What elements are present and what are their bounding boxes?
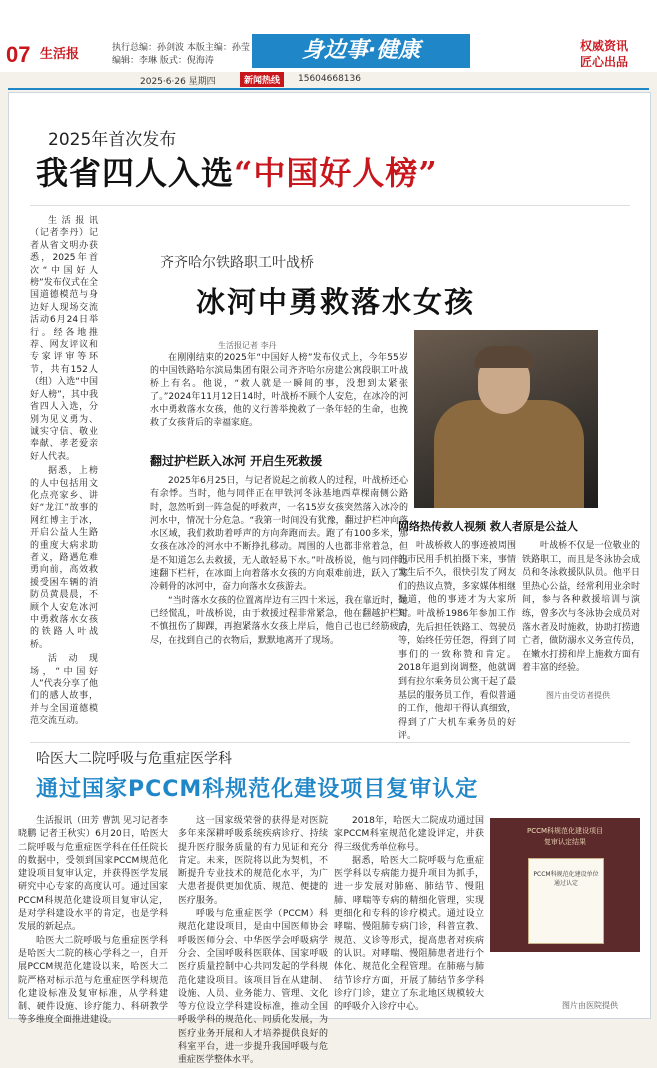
page-number: 07 [6,42,31,67]
slogan-line: 权威资讯 [580,39,629,53]
section-title: 身边事·健康 [252,34,470,68]
feature-byline: 生活报记者 李丹 [218,341,277,350]
certificate-paper-text: PCCM科规范化建设单位 通过认定 [533,871,599,887]
divider [30,205,630,206]
article1-body [30,215,98,730]
net-col-2 [522,540,640,676]
slogan [580,38,628,70]
paragraph: 叶战桥救人的事迹被周围的市民用手机拍摄下来，事情发生后不久，很快引发了网友们的热议点赞，多家媒体相继报道，他的事迹才为大家所知。叶战桥1986年参加工作后，先后担任铁路工、驾驶员等，始终任劳任怨，得到了同事们的一致称赞和肯定。2018年退到岗调整，他就调到有拉尔乘务员公寓干起了最基层的服务员工作，看似普通的工作，他却干得认真细致，得到了广大机车乘务员的好评。 [398,541,516,742]
certificate-paper [528,858,604,944]
article2-col-1 [18,815,168,1028]
feature-intro [150,352,408,430]
article2-col-3 [334,815,484,1014]
feature-body [150,475,408,648]
paragraph: 2018年，哈医大二院成功通过国家PCCM科室规范化建设评定，并获得三级优秀单位称号。 [334,816,484,853]
net-col-1 [398,540,516,744]
rescuer-photo [414,330,598,508]
article2-col-2 [178,815,328,1068]
headline-black: 我省四人入选 [36,154,235,192]
paragraph: 生活报讯（田芳 曹凯 见习记者李晓鹏 记者王秋实）6月20日，哈医大二院呼吸与危重症医学科在任任院长的数据中，受领到国家PCCM规范化建设项目复审认定，并获得医学发展研究中心专家的高度认可。通过国家PCCM科规范化建设项目复审认定，是对学科建设水平的肯定，也是学科发展的新起点。 [18,816,168,933]
paragraph: 2025年6月25日，与记者说起之前救人的过程，叶战桥还心有余悸。当时，他与同伴正在甲铁河冬泳基地西草棵南侧公路时，忽然听到一阵急促的呼救声，一名15岁女孩突然落入冰冷的河水中，情况十分危急。“我第一时间没有犹豫，翻过护栏冲向落水区域，我们救助着呼声的方向奔跑而去。跑了有100多米，那女孩在冰冷的河水中不断挣扎移动。周围的人也都非常着急，但是不知道怎么去救援，无人敢轻易下水。”叶战桥说，他与同伴迅速翻下栏杆，在冰面上向着落水女孩的方向艰难前进，跃入了寒冷刺骨的冰河中，奋力向落水女孩游去。 [150,476,408,593]
paragraph: 在刚刚结束的2025年“中国好人榜”发布仪式上，今年55岁的中国铁路哈尔滨局集团有限公司齐齐哈尔房建公寓段职工叶战桥上有名。他说，“救人就是一瞬间的事，没想到太紧张了。”2024年11月12日14时，叶战桥不顾个人安危，在冰冷的河水中勇救落水女孩，他的义行善举挽救了一条年轻的生命，也挽救了女孩背后的幸福家庭。 [150,353,408,428]
net-subhead: 网络热传救人视频 救人者原是公益人 [398,520,578,533]
credit-line: 执行总编：孙剑波 本版主编：孙莹 [112,43,250,53]
slogan-line: 匠心出品 [580,55,629,69]
feature-kicker: 齐齐哈尔铁路职工叶战桥 [160,255,314,271]
photo-credit: 图片由受访者提供 [546,691,610,700]
paragraph: 据悉，上榜的人中包括用文化点亮家乡、讲好“龙江”故事的网红博主于冰，开启公益人生路的重度大病求助者义，路遇危难勇向前，高效救援受困车辆的消防员黄晨晨，不顾个人安危冰河中勇救落水女孩的铁路人叶战桥。 [30,466,98,650]
divider [8,88,649,90]
paragraph: 呼吸与危重症医学（PCCM）科规范化建设项目，是由中国医师协会呼吸医师分会、中华医学会呼吸病学分会、全国呼吸科医联体、国家呼吸医疗质量控制中心共同发起的学科规范化建设项目。该项目旨在从建制、设施、人员、业务能力、管理、文化等方位设立学科建设标准，推动全国呼吸学科的规范化、同质化发展，为医疗业务开展和人才培养提供良好的科室平台，进一步提升我国呼吸与危重症医学整体水平。 [178,909,328,1066]
certificate-photo [490,818,640,952]
paragraph: 这一国家级荣誉的获得是对医院多年来深耕呼吸系统疾病诊疗、持续提升医疗服务质量的有力见证和充分肯定。未来，医院将以此为契机，不断提升专业技术的规范化水平，为广大患者提供更加优质、规范、便捷的医疗服务。 [178,816,328,906]
photo-credit: 图片由医院提供 [562,1001,618,1010]
issue-date: 2025·6·26 星期四 [140,77,216,87]
article1-kicker: 2025年首次发布 [48,130,177,150]
credits [112,42,250,68]
article2-headline: 通过国家PCCM科规范化建设项目复审认定 [36,777,479,802]
photo-jacket [434,400,584,508]
paragraph: 生活报讯（记者李丹）记者从省文明办获悉，2025年首次“中国好人榜”发布仪式在全国道德模范与身边好人现场交流活动6月24日举行。经各地推荐、网友评议和专家评审等环节，共有152人（组）入选“中国好人榜”，其中我省四人入选，分别为见义勇为、诚实守信、敬业奉献、孝老爱亲好人代表。 [30,216,98,462]
credit-line: 编辑：李琳 版式：倪海涛 [112,56,214,66]
hotline-number: 15604668136 [298,74,361,84]
paragraph: “当时落水女孩的位置离岸边有三四十米远，我在靠近时，她已经慌乱，叶战桥说，由于救援过程非常紧急，他在翻越护栏时不慎扭伤了脚踝，再抱紧落水女孩上岸后，他自己也已经筋疲力尽，在找到自己的衣物后，默默地离开了现场。 [150,595,408,646]
paragraph: 活动现场，“中国好人”代表分享了他们的感人故事，并与全国道德模范交流互动。 [30,654,98,727]
feature-headline: 冰河中勇救落水女孩 [196,285,476,319]
certificate-line: PCCM科规范化建设项目 [526,827,604,835]
article2-kicker: 哈医大二院呼吸与危重症医学科 [36,751,232,767]
headline-red: “中国好人榜” [234,154,438,192]
paragraph: 据悉，哈医大二院呼吸与危重症医学科以专病能力提升项目为抓手，进一步发展对肺癌、肺结节、慢阻肺、哮喘等专病的精细化管理，实现更细化和专科的诊疗模式。通过设立哮喘、慢阻肺专病门诊，科普宣教、规范、义诊等形式，提高患者对疾病的认识。对哮喘、慢阻肺患者进行个体化、规范化全程管理。在肺癌与肺结节诊疗方面，开展了肺结节多学科诊疗门诊，建立了东北地区规模较大的呼吸介入诊疗中心。 [334,855,484,1013]
photo-cap [474,346,534,368]
paragraph: 叶战桥不仅是一位敬业的铁路职工，而且是冬泳协会成员和冬泳救援队队员。他平日里热心公益，经常利用业余时间，参与各种救援培训与演练，曾多次与冬泳协会成员对落水者及时施救，协助打捞遗亡者，做防溺水义务宣传员，在嫩水打捞和岸上施救方面有着丰富的经验。 [522,541,640,674]
article1-headline [36,148,438,194]
paper-name: 生活报 [40,47,80,62]
divider [30,742,630,743]
feature-subhead: 翻过护栏跃入冰河 开启生死救援 [150,454,323,468]
certificate-line: 复审认定结果 [544,838,586,846]
hotline-label: 新闻热线 [240,72,284,87]
certificate-band [498,826,632,848]
paragraph: 哈医大二院呼吸与危重症医学科是哈医大二院的核心学科之一，自开展PCCM规范化建设以来，哈医大二院严格对标示范与危重症医学科规范化建设标准及复审标准，从学科建制、硬件设施、诊疗能力、科研教学等多维度全面推进建设。 [18,935,168,1026]
